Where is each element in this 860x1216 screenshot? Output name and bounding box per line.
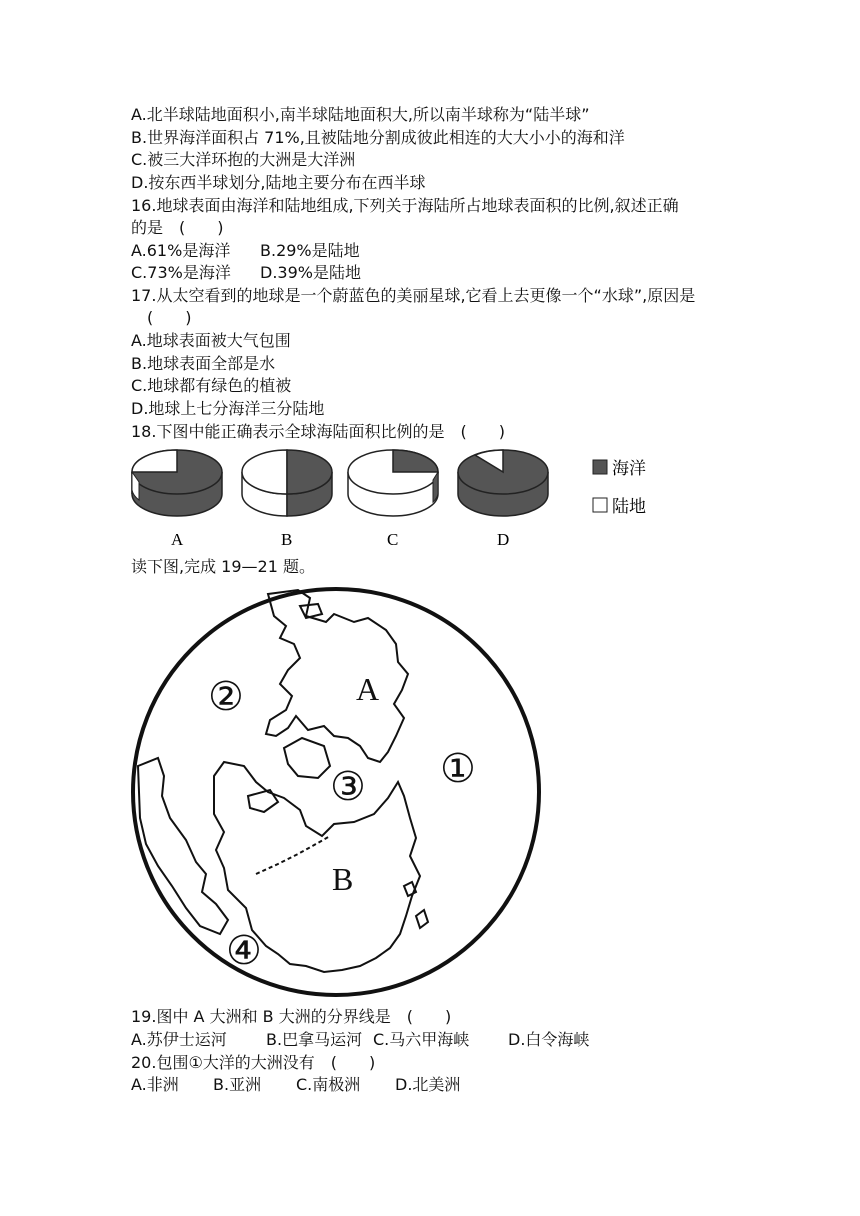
q20-option-b: B.亚洲: [213, 1075, 262, 1094]
q16-stem-line1: 16.地球表面由海洋和陆地组成,下列关于海陆所占地球表面积的比例,叙述正确: [131, 196, 679, 215]
q20-stem: 20.包围①大洋的大洲没有 ( ): [131, 1053, 376, 1072]
pie-chart-a: [132, 450, 222, 516]
pie-label-b: B: [281, 530, 293, 549]
legend-land-swatch: [593, 498, 607, 512]
map-label-ocean-1: ①: [440, 746, 476, 792]
q17-option-a: A.地球表面被大气包围: [131, 331, 291, 350]
q15-option-a: A.北半球陆地面积小,南半球陆地面积大,所以南半球称为“陆半球”: [131, 105, 590, 124]
q16-option-d: D.39%是陆地: [260, 263, 361, 282]
q15-option-d: D.按东西半球划分,陆地主要分布在西半球: [131, 173, 426, 192]
world-map: [128, 586, 546, 998]
q18-pie-charts: [125, 444, 685, 554]
pie-chart-d: [458, 450, 548, 516]
q19-option-b: B.巴拿马运河: [266, 1030, 363, 1049]
q17-stem-line1: 17.从太空看到的地球是一个蔚蓝色的美丽星球,它看上去更像一个“水球”,原因是: [131, 286, 696, 305]
q16-stem-line2: 的是 ( ): [131, 218, 224, 237]
q16-option-c: C.73%是海洋: [131, 263, 231, 282]
legend-ocean-label: 海洋: [612, 459, 646, 479]
map-label-ocean-4: ④: [226, 928, 262, 974]
q17-option-b: B.地球表面全部是水: [131, 354, 276, 373]
pie-label-c: C: [387, 530, 399, 549]
map-label-b: B: [332, 861, 354, 897]
q20-option-d: D.北美洲: [395, 1075, 461, 1094]
q20-option-c: C.南极洲: [296, 1075, 361, 1094]
pie-label-a: A: [171, 530, 184, 549]
map-label-ocean-2: ②: [208, 674, 244, 720]
q20-option-a: A.非洲: [131, 1075, 179, 1094]
legend-land-label: 陆地: [612, 497, 646, 517]
q15-option-c: C.被三大洋环抱的大洲是大洋洲: [131, 150, 356, 169]
q19-option-c: C.马六甲海峡: [373, 1030, 470, 1049]
q19-stem: 19.图中 A 大洲和 B 大洲的分界线是 ( ): [131, 1007, 452, 1026]
q16-option-a: A.61%是海洋: [131, 241, 231, 260]
q16-option-b: B.29%是陆地: [260, 241, 360, 260]
q17-option-c: C.地球都有绿色的植被: [131, 376, 292, 395]
pie-label-d: D: [497, 530, 510, 549]
q18-stem: 18.下图中能正确表示全球海陆面积比例的是 ( ): [131, 422, 505, 441]
pie-chart-b: [242, 450, 332, 516]
legend-ocean-swatch: [593, 460, 607, 474]
map-label-a: A: [356, 671, 380, 707]
q19-option-a: A.苏伊士运河: [131, 1030, 227, 1049]
pie-chart-c: [348, 450, 438, 516]
q17-option-d: D.地球上七分海洋三分陆地: [131, 399, 325, 418]
map-intro: 读下图,完成 19—21 题。: [131, 557, 315, 576]
map-label-ocean-3: ③: [330, 764, 366, 810]
q19-option-d: D.白令海峡: [508, 1030, 590, 1049]
q17-stem-line2: ( ): [131, 308, 192, 327]
q15-option-b: B.世界海洋面积占 71%,且被陆地分割成彼此相连的大大小小的海和洋: [131, 128, 625, 147]
